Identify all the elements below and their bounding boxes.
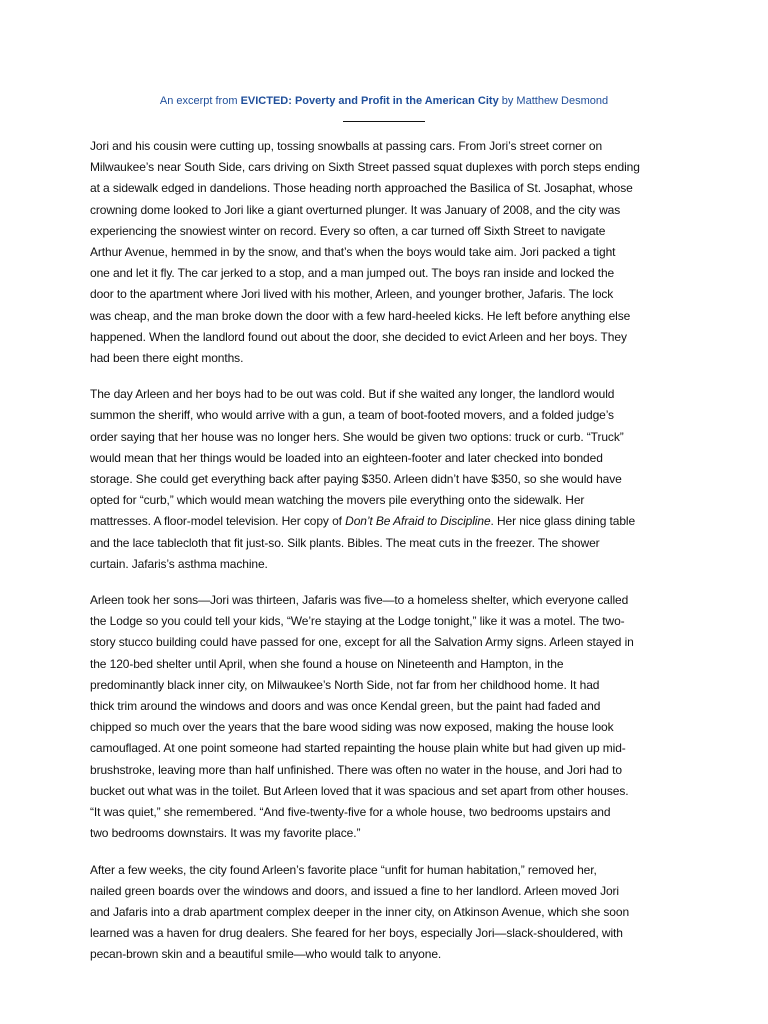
text-line: experiencing the snowiest winter on record. Every so often, a car turned off Sixth Street to navigate — [90, 223, 606, 238]
text-line: After a few weeks, the city found Arleen’s favorite place “unfit for human habitation,” removed her, — [90, 862, 597, 877]
paragraph-3 — [90, 590, 680, 844]
text-line: chipped so much over the years that the bare wood siding was now exposed, making the house look — [90, 720, 614, 735]
heading-author: by Matthew Desmond — [498, 95, 609, 107]
text-line: crowning dome looked to Jori like a giant overturned plunger. It was January of 2008, and the city was — [90, 202, 621, 217]
text-segment: . Her nice glass dining table — [490, 514, 636, 529]
text-line: summon the sheriff, who would arrive with a gun, a team of boot-footed movers, and a folded judge’s — [90, 408, 614, 423]
text-line: The day Arleen and her boys had to be out was cold. But if she waited any longer, the landlord would — [90, 387, 615, 402]
text-line: learned was a haven for drug dealers. She feared for her boys, especially Jori—slack-shouldered, with — [90, 926, 623, 941]
text-line: pecan-brown skin and a beautiful smile—who would talk to anyone. — [90, 947, 442, 962]
text-line-with-title — [90, 511, 680, 532]
book-title-italic: Don’t Be Afraid to Discipline — [345, 514, 491, 529]
text-line: curtain. Jafaris’s asthma machine. — [90, 556, 268, 571]
heading-prefix: An excerpt from — [159, 95, 241, 107]
text-line: two bedrooms downstairs. It was my favorite place.” — [90, 826, 361, 841]
text-line: thick trim around the windows and doors and was once Kendal green, but the paint had faded and — [90, 699, 601, 714]
text-line: camouflaged. At one point someone had started repainting the house plain white but had given up mid- — [90, 741, 626, 756]
text-line: Arthur Avenue, hemmed in by the snow, and that’s when the boys would take aim. Jori packed a tight — [90, 245, 616, 260]
text-line: and the lace tablecloth that fit just-so. Silk plants. Bibles. The meat cuts in the freezer. The shower — [90, 535, 600, 550]
text-line: one and let it fly. The car jerked to a stop, and a man jumped out. The boys ran inside and locked the — [90, 266, 615, 281]
text-line: order saying that her house was no longer hers. She would be given two options: truck or curb. “Truck” — [90, 429, 624, 444]
paragraph-2 — [90, 384, 680, 575]
text-line: brushstroke, leaving more than half unfinished. There was often no water in the house, and Jori had to — [90, 762, 622, 777]
heading-rule — [343, 121, 425, 122]
text-line: the Lodge so you could tell your kids, “We’re staying at the Lodge tonight,” like it was a motel. The two- — [90, 614, 625, 629]
text-line: and Jafaris into a drab apartment complex deeper in the inner city, on Atkinson Avenue, which she soon — [90, 904, 630, 919]
text-segment: mattresses. A floor-model television. Her copy of — [90, 514, 346, 529]
text-line: would mean that her things would be loaded into an eighteen-footer and later checked into bonded — [90, 450, 603, 465]
text-line: the 120-bed shelter until April, when she found a house on Nineteenth and Hampton, in the — [90, 656, 564, 671]
text-line: predominantly black inner city, on Milwaukee’s North Side, not far from her childhood home. It had — [90, 677, 600, 692]
text-line: nailed green boards over the windows and doors, and issued a fine to her landlord. Arleen moved Jori — [90, 883, 619, 898]
text-line: bucket out what was in the toilet. But Arleen loved that it was spacious and set apart from other houses. — [90, 783, 629, 798]
book-title: EVICTED: Poverty and Profit in the American City — [240, 95, 499, 107]
text-line: Milwaukee’s near South Side, cars driving on Sixth Street passed squat duplexes with porch steps ending — [90, 160, 640, 175]
text-line: opted for “curb,” which would mean watching the movers pile everything onto the sidewalk. Her — [90, 493, 585, 508]
text-line: was cheap, and the man broke down the door with a few hard-heeled kicks. He left before anything else — [90, 308, 631, 323]
text-line: storage. She could get everything back after paying $350. Arleen didn’t have $350, so she would have — [90, 472, 622, 487]
text-line: had been there eight months. — [90, 351, 244, 366]
paragraph-1 — [90, 136, 680, 369]
text-line: story stucco building could have passed for one, except for all the Salvation Army signs. Arleen stayed in — [90, 635, 634, 650]
text-line: Jori and his cousin were cutting up, tossing snowballs at passing cars. From Jori’s street corner on — [90, 139, 603, 153]
text-line: Arleen took her sons—Jori was thirteen, Jafaris was five—to a homeless shelter, which everyone called — [90, 593, 629, 608]
paragraph-4 — [90, 860, 680, 966]
text-line: “It was quiet,” she remembered. “And five-twenty-five for a whole house, two bedrooms upstairs and — [90, 805, 611, 820]
text-line: door to the apartment where Jori lived with his mother, Arleen, and younger brother, Jafaris. The lock — [90, 287, 614, 302]
excerpt-heading — [0, 93, 768, 109]
text-line: at a sidewalk edged in dandelions. Those heading north approached the Basilica of St. Josaphat, whose — [90, 181, 633, 196]
text-line: happened. When the landlord found out about the door, she decided to evict Arleen and her boys. They — [90, 329, 627, 344]
excerpt-body — [90, 136, 680, 981]
